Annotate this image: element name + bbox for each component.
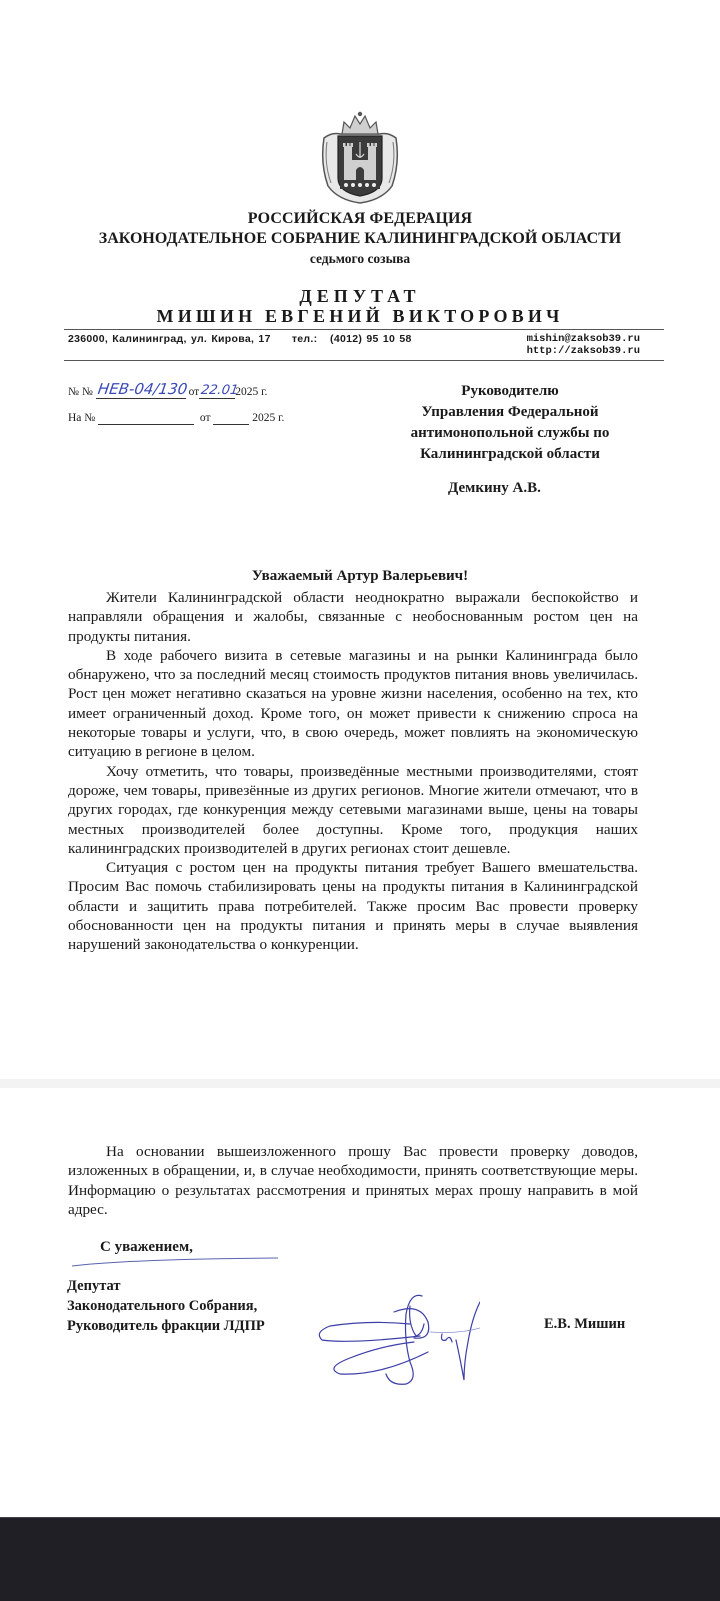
closing-regards: С уважением, [100,1239,193,1255]
contact-phone-label: тел.: [291,333,318,345]
outgoing-reference [68,380,268,399]
contact-address-phone [68,333,412,345]
body-paragraph: Хочу отметить, что товары, произведённые местными производителями, стоят дороже, чем товары, привезённые из других регионов. Многие жители отмечают, что в других городах, где конкуренция между сетевыми магазинами выше, цены на товары местных производителей более доступны. Кроме того, продукция наших калининградских производителей в других регионах стоит дешевле. [68,762,638,857]
header-divider-bottom [64,360,664,361]
body-paragraph: На основании вышеизложенного прошу Вас провести проверку доводов, изложенных в обращении, и, в случае необходимости, принять соответствующие меры. Информацию о результатах рассмотрения и принятых мерах прошу направить в мой адрес. [68,1143,638,1218]
outgoing-number-label: № № [68,386,93,398]
addressee-line: Калининградской области [420,446,600,462]
signatory-title-line: Руководитель фракции ЛДПР [67,1318,265,1334]
outgoing-number-field [96,380,189,399]
outgoing-date-field [199,383,240,399]
deputy-title: ДЕПУТАТ [299,286,421,306]
contact-email: mishin@zaksob39.ru [526,333,640,345]
letter-body-page2 [68,1142,638,1219]
signatory-title [67,1276,265,1336]
outgoing-date-label: от [188,386,200,398]
outgoing-year: 2025 г. [235,386,268,398]
addressee-line: Управления Федеральной [421,404,599,420]
contact-website: http://zaksob39.ru [526,345,640,357]
incoming-date-label: от [199,412,211,424]
addressee-block [390,381,630,465]
signatory-name: Е.В. Мишин [544,1316,626,1332]
org-convocation: седьмого созыва [309,251,411,266]
coat-of-arms-icon [318,108,402,204]
signatory-title-line: Депутат [67,1278,121,1294]
handwritten-signature-icon [310,1262,480,1392]
contact-phone: (4012) 95 10 58 [330,333,412,345]
addressee-name: Демкину А.В. [448,480,541,496]
viewer-bottom-bar [0,1517,720,1601]
page-separator [0,1079,720,1088]
deputy-name: МИШИН ЕВГЕНИЙ ВИКТОРОВИЧ [156,306,564,326]
outgoing-date-handwritten: 22.01 [200,383,240,398]
body-paragraph: Ситуация с ростом цен на продукты питания требует Вашего вмешательства. Просим Вас помочь стабилизировать цены на продукты питания в Калининградской области и защитить права потребителей. Также просим Вас провести проверку обоснованности цен на продукты питания и принять меры в случае выявления нарушений законодательства о конкуренции. [68,859,638,954]
addressee-line: Руководителю [461,383,559,399]
salutation: Уважаемый Артур Валерьевич! [251,568,469,584]
incoming-reference [68,412,284,425]
regards-underline-stroke [70,1256,280,1268]
letter-body-page1 [68,588,638,955]
incoming-number-field [98,412,194,425]
outgoing-number-handwritten: НЕВ-04/130 [96,380,189,398]
contact-online [450,333,640,357]
body-paragraph: В ходе рабочего визита в сетевые магазины и на рынки Калининграда было обнаружено, что за последний месяц стоимость продуктов питания вновь увеличилась. Рост цен может негативно сказаться на уровне жизни населения, особенно на тех, кто имеет ограниченный доход. Кроме того, он может привести к снижению спроса на некоторые товары и услуги, что, в свою очередь, может повлиять на экономическую ситуацию в регионе в целом. [68,646,638,761]
contact-address: 236000, Калининград, ул. Кирова, 17 [68,333,271,345]
org-legislature: ЗАКОНОДАТЕЛЬНОЕ СОБРАНИЕ КАЛИНИНГРАДСКОЙ ОБЛАСТИ [98,230,622,247]
addressee-line: антимонопольной службы по [410,425,610,441]
org-country: РОССИЙСКАЯ ФЕДЕРАЦИЯ [247,210,473,227]
header-divider-top [64,329,664,330]
body-paragraph: Жители Калининградской области неоднократно выражали беспокойство и направляли обращения и жалобы, связанные с необоснованным ростом цен на продукты питания. [68,589,638,645]
incoming-date-field [213,412,249,425]
signatory-title-line: Законодательного Собрания, [67,1298,258,1314]
incoming-number-label: На № [68,412,96,424]
incoming-year: 2025 г. [252,412,285,424]
